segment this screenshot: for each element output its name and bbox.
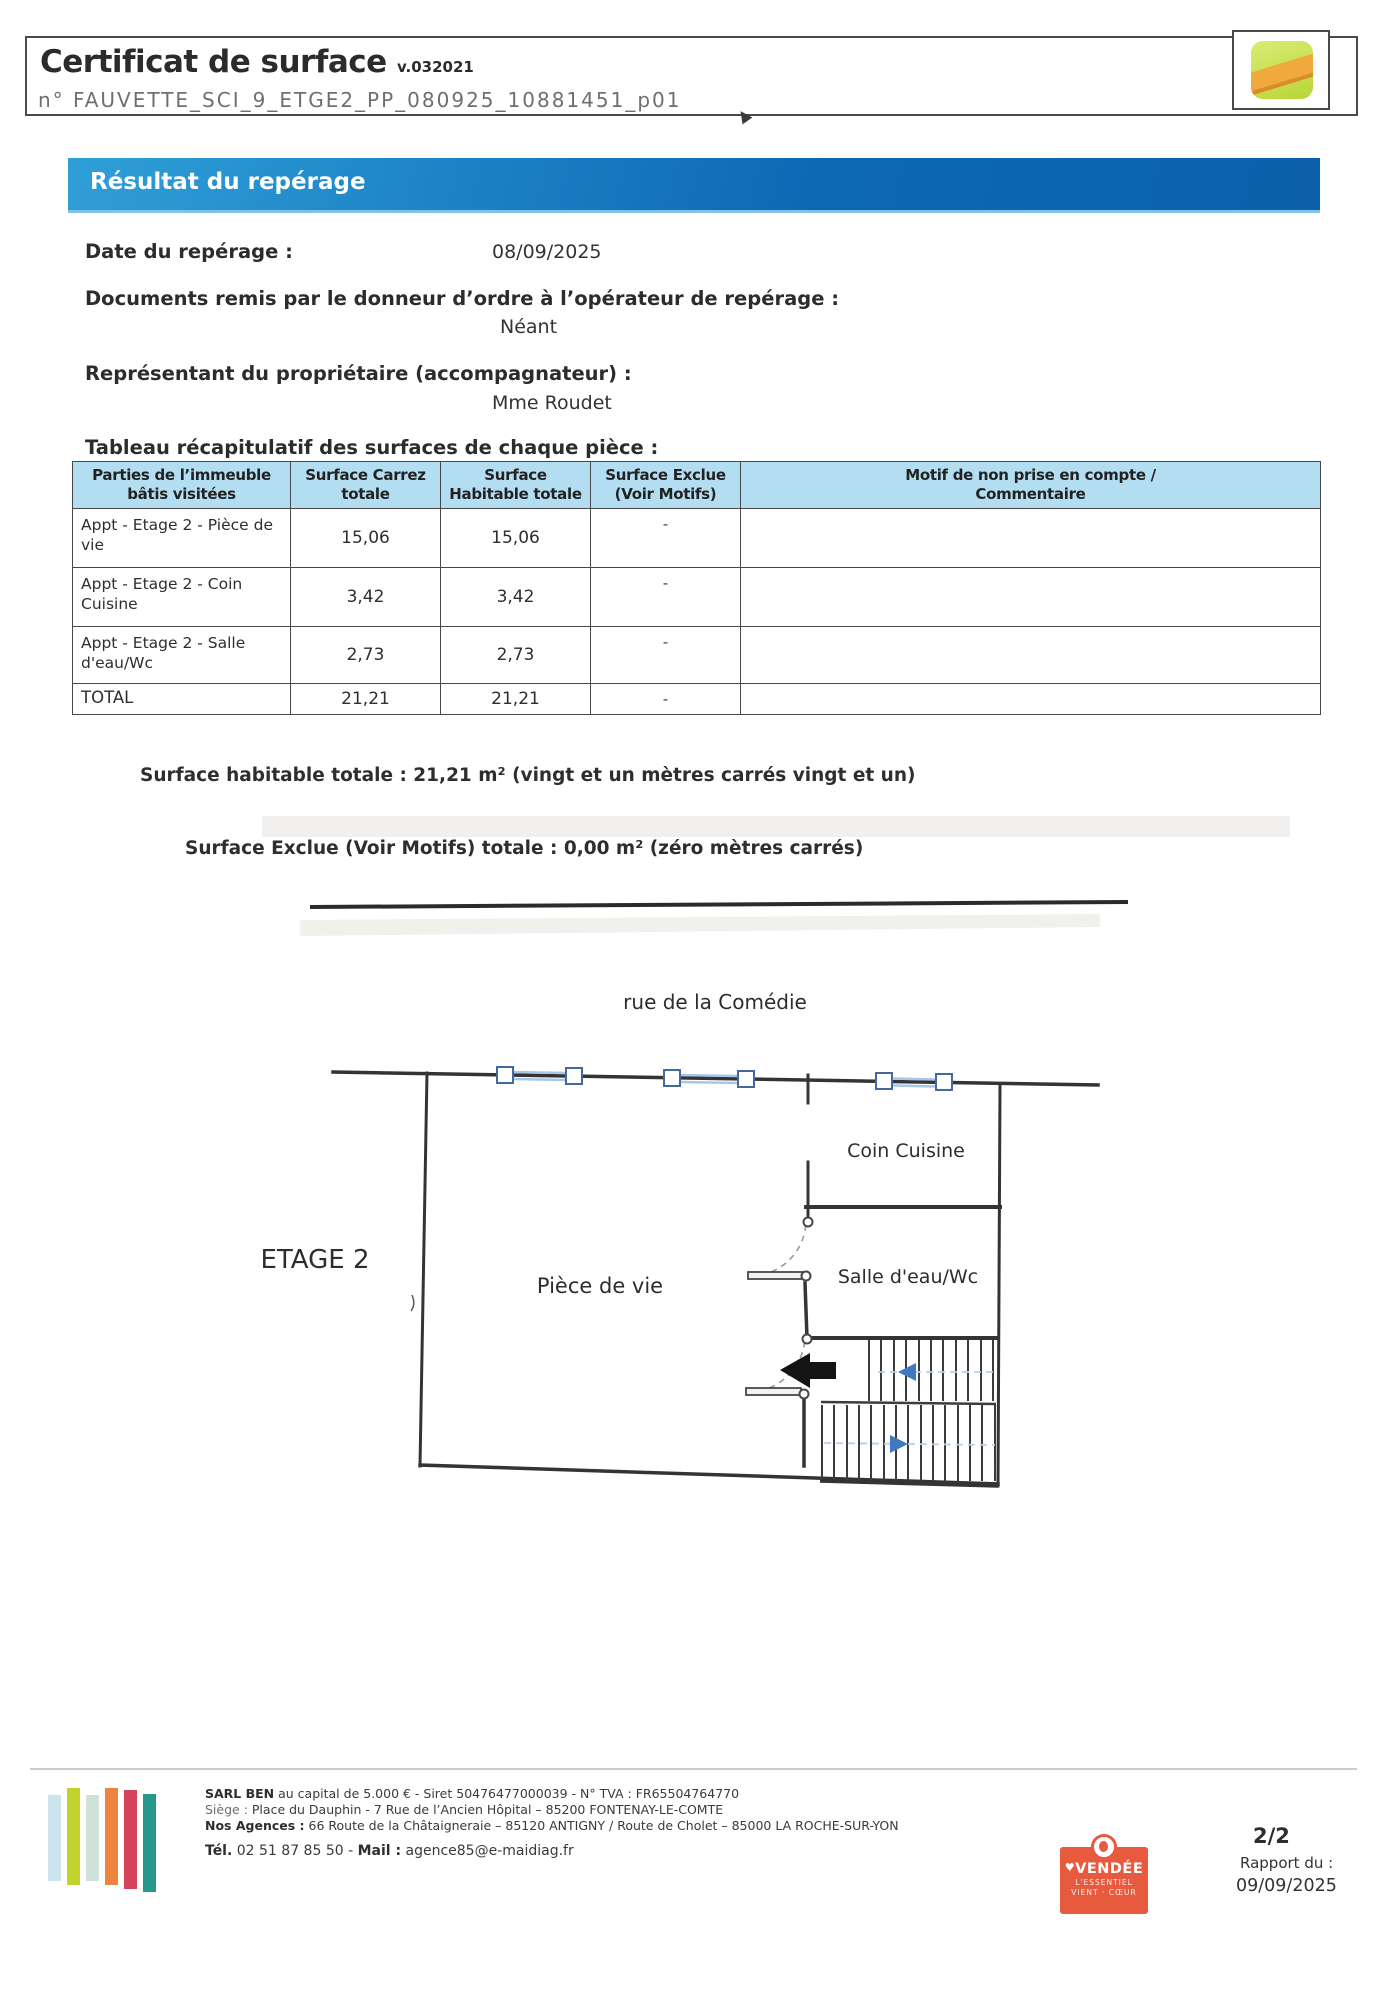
table-header-row — [73, 462, 1321, 509]
door-hinge — [803, 1335, 812, 1344]
table-row — [73, 509, 1321, 568]
app-icon-box — [1232, 30, 1330, 110]
stair-treads-lower — [822, 1405, 995, 1481]
stair-landing-edge — [821, 1402, 996, 1404]
representative-label: Représentant du propriétaire (accompagnateur) : — [85, 362, 632, 385]
habitable-cell: 3,42 — [441, 568, 591, 627]
table-caption: Tableau récapitulatif des surfaces de chaque pièce : — [85, 436, 659, 459]
logo-bar — [124, 1790, 137, 1889]
habitable-cell: 15,06 — [441, 509, 591, 568]
logo-bar — [86, 1795, 99, 1881]
room-name-cell: Appt - Etage 2 - Coin Cuisine — [73, 568, 291, 627]
logo-bar — [67, 1788, 80, 1885]
room-label-bathroom: Salle d'eau/Wc — [837, 1266, 979, 1288]
company-line-2: Siège : Place du Dauphin - 7 Rue de l’Ancien Hôpital – 85200 FONTENAY-LE-COMTE — [205, 1802, 724, 1817]
exclue-cell: - — [591, 509, 741, 568]
summary-habitable: Surface habitable totale : 21,21 m² (vingt et un mètres carrés vingt et un) — [140, 765, 916, 786]
room-label-kitchen: Coin Cuisine — [847, 1140, 965, 1162]
table-row — [73, 568, 1321, 627]
vendee-logo — [1060, 1847, 1148, 1914]
door-leaf — [746, 1388, 801, 1395]
ruler-bar-icon — [1251, 51, 1313, 96]
room-label-living: Pièce de vie — [536, 1274, 664, 1298]
room-name-cell: Appt - Etage 2 - Pièce de vie — [73, 509, 291, 568]
ruler-app-icon — [1251, 41, 1313, 99]
comment-cell — [741, 509, 1321, 568]
exclue-cell: - — [591, 568, 741, 627]
entry-arrow-icon — [780, 1353, 836, 1388]
door-hinge — [804, 1218, 813, 1227]
comment-cell — [741, 627, 1321, 684]
page-number: 2/2 — [1253, 1824, 1290, 1848]
west-wall — [420, 1073, 427, 1466]
stair-treads-upper — [869, 1340, 993, 1401]
comment-cell — [741, 568, 1321, 627]
vendee-logo-tagline-1: L'ESSENTIEL — [1075, 1878, 1133, 1887]
page-title — [40, 44, 474, 80]
door-swing-arc — [750, 1221, 806, 1276]
scan-artifact — [411, 1295, 414, 1311]
col-header-habitable: Surface Habitable totale — [441, 462, 591, 509]
logo-bar — [48, 1795, 61, 1881]
floor-plan — [0, 870, 1387, 1530]
street-label: rue de la Comédie — [623, 990, 807, 1014]
total-habitable-cell: 21,21 — [441, 684, 591, 715]
door-hinge — [802, 1272, 811, 1281]
footer-divider — [30, 1768, 1357, 1770]
col-header-carrez: Surface Carrez totale — [291, 462, 441, 509]
door-hinge — [800, 1390, 809, 1399]
total-comment-cell — [741, 684, 1321, 715]
company-line-3: Nos Agences : 66 Route de la Châtaigneraie – 85120 ANTIGNY / Route de Cholet – 85000 LA ROCHE-SUR-YON — [205, 1818, 899, 1833]
scan-band — [300, 914, 1100, 936]
walls — [333, 1072, 1098, 1486]
total-carrez-cell: 21,21 — [291, 684, 441, 715]
total-label-cell: TOTAL — [73, 684, 291, 715]
bathroom-door — [748, 1218, 813, 1281]
report-date-label: Rapport du : — [1240, 1854, 1334, 1872]
summary-exclue: Surface Exclue (Voir Motifs) totale : 0,00 m² (zéro mètres carrés) — [185, 838, 864, 859]
document-number: n° FAUVETTE_SCI_9_ETGE2_PP_080925_10881451_p01 — [38, 88, 682, 112]
vendee-logo-tagline-2: VIENT · CŒUR — [1071, 1888, 1137, 1897]
col-header-motif: Motif de non prise en compte / Commentaire — [741, 462, 1321, 509]
email-address: agence85@e-maidiag.fr — [401, 1843, 574, 1859]
table-row — [73, 627, 1321, 684]
stair-arrow-right-icon — [890, 1435, 908, 1453]
company-info — [205, 1786, 899, 1859]
representative-value: Mme Roudet — [492, 392, 612, 414]
documents-label: Documents remis par le donneur d’ordre à l’opérateur de repérage : — [85, 287, 840, 310]
documents-value: Néant — [500, 316, 558, 338]
east-wall — [998, 1086, 1000, 1486]
bathroom-west-wall — [805, 1283, 807, 1338]
door-leaf — [748, 1272, 803, 1279]
scan-smudge — [262, 816, 1290, 837]
carrez-cell: 15,06 — [291, 509, 441, 568]
surface-table — [72, 461, 1321, 715]
vendee-logo-name: VENDÉE — [1075, 1861, 1144, 1877]
col-header-parties: Parties de l’immeuble bâtis visitées — [73, 462, 291, 509]
staircase — [820, 1340, 998, 1486]
company-contact: Tél. 02 51 87 85 50 - Mail : agence85@e-maidiag.fr — [205, 1843, 574, 1859]
date-label: Date du repérage : — [85, 240, 293, 263]
floor-label: ETAGE 2 — [260, 1245, 370, 1275]
logo-bar — [105, 1788, 118, 1885]
table-total-row — [73, 684, 1321, 715]
company-line-1: SARL BEN au capital de 5.000 € - Siret 50476477000039 - N° TVA : FR65504764770 — [205, 1786, 740, 1801]
carrez-cell: 2,73 — [291, 627, 441, 684]
col-header-exclue: Surface Exclue (Voir Motifs) — [591, 462, 741, 509]
report-date-value: 09/09/2025 — [1236, 1876, 1337, 1896]
habitable-cell: 2,73 — [441, 627, 591, 684]
vendee-emblem-icon — [1091, 1834, 1117, 1860]
date-value: 08/09/2025 — [492, 241, 602, 263]
document-title: Certificat de surface — [40, 44, 387, 80]
carrez-cell: 3,42 — [291, 568, 441, 627]
company-bars-logo — [48, 1788, 168, 1892]
exclue-cell: - — [591, 627, 741, 684]
room-name-cell: Appt - Etage 2 - Salle d'eau/Wc — [73, 627, 291, 684]
document-version: v.032021 — [396, 58, 474, 76]
total-exclue-cell: - — [591, 684, 741, 715]
heart-icon: ♥ — [1064, 1861, 1076, 1874]
section-banner — [68, 158, 1320, 213]
separator-line — [310, 902, 1128, 907]
south-wall — [420, 1465, 998, 1484]
section-title: Résultat du repérage — [90, 169, 366, 195]
logo-bar — [143, 1794, 156, 1892]
